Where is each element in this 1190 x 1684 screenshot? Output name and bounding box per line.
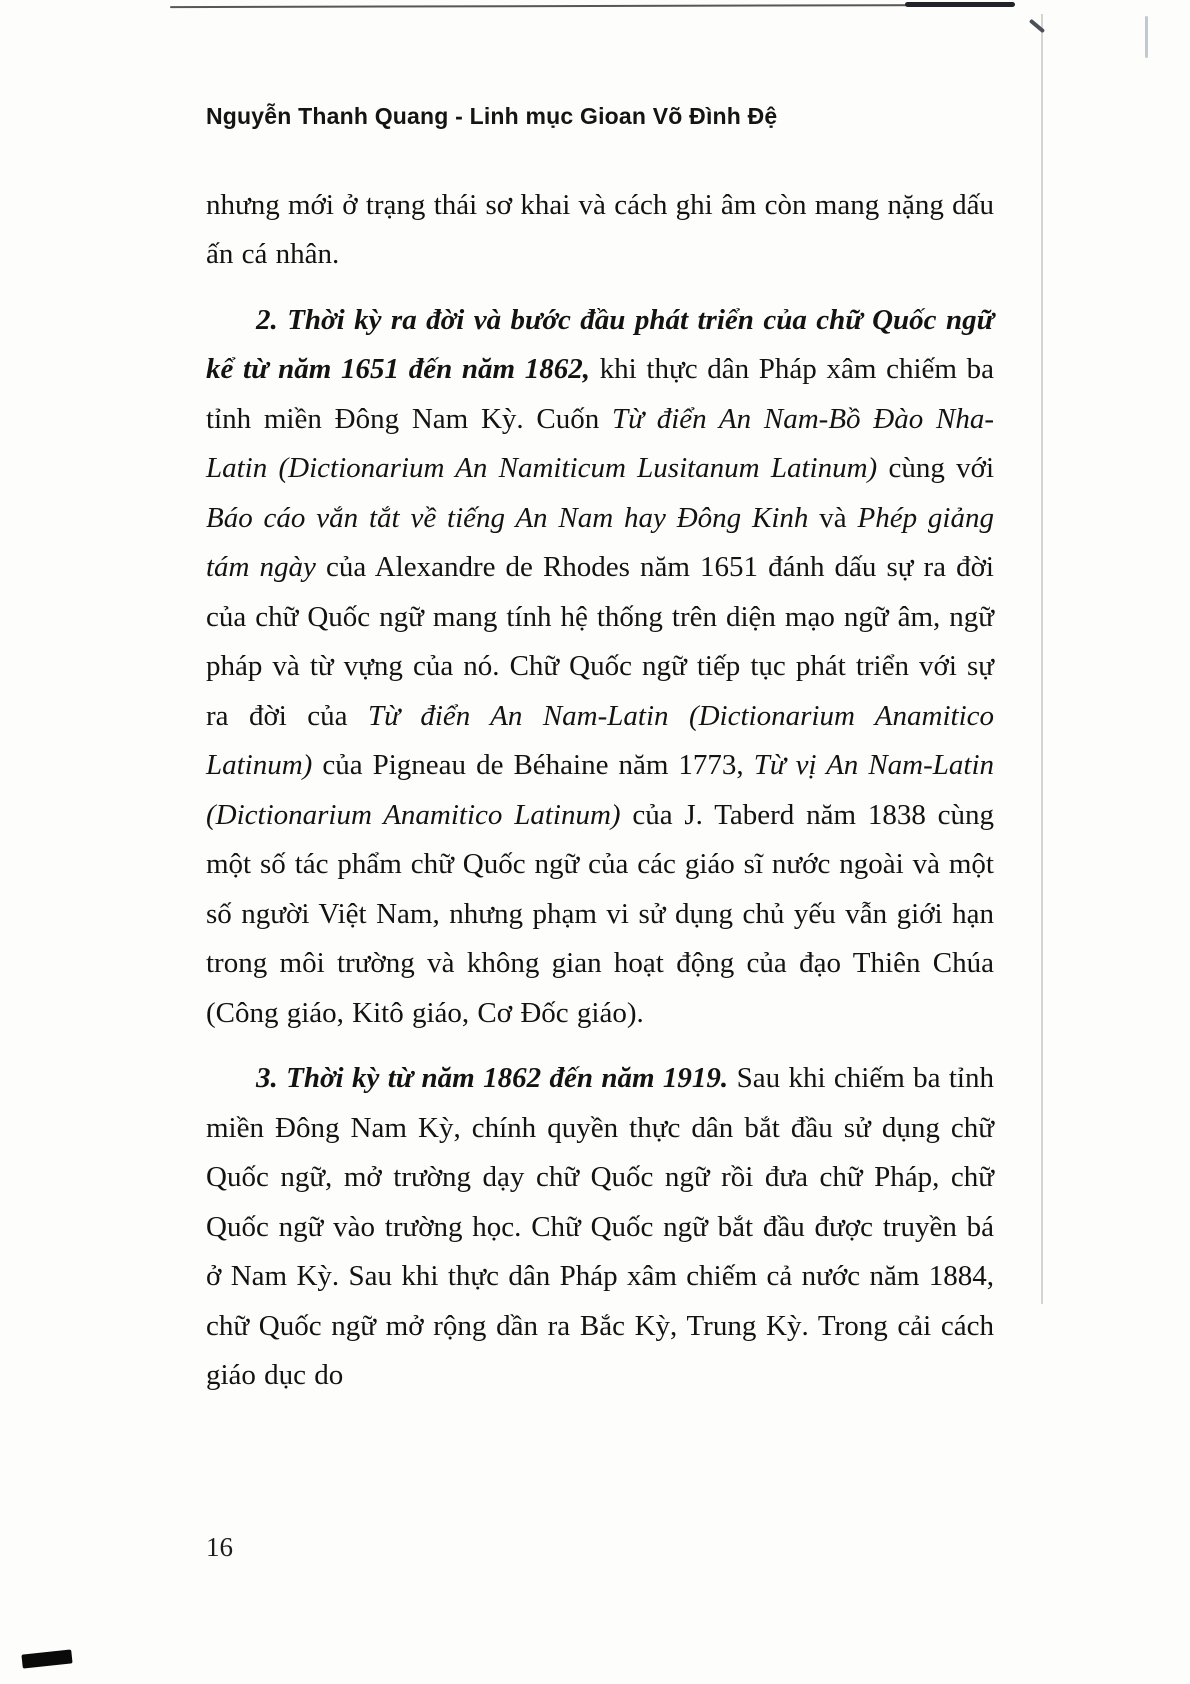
text-segment: cùng với xyxy=(877,452,995,485)
text-segment: Báo cáo vắn tắt về tiếng An Nam hay Đông Kinh xyxy=(206,501,809,534)
text-segment: Sau khi chiếm ba tỉnh miền Đông Nam Kỳ, chính quyền thực dân bắt đầu sử dụng chữ Quốc ngữ, mở trường dạy chữ Quốc ngữ rồi đưa chữ Pháp, chữ Quốc ngữ vào trường học. Chữ Quốc ngữ bắt đầu được truyền bá ở Nam Kỳ. Sau khi thực dân Pháp xâm chiếm cả nước năm 1884, chữ Quốc ngữ mở rộng dần ra Bắc Kỳ, Trung Kỳ. Trong cải cách giáo dục do xyxy=(206,1062,994,1392)
text-segment: của Pigneau de Béhaine năm 1773, xyxy=(312,749,754,782)
text-segment: của Alexandre de Rhodes năm 1651 đánh dấu sự ra đời của chữ Quốc ngữ mang tính hệ thống trên diện mạo ngữ âm, ngữ pháp và từ vựng của nó. Chữ Quốc ngữ tiếp tục phát triển với sự ra đời của xyxy=(206,551,994,732)
scan-bottom-left-mark xyxy=(21,1649,72,1668)
text-segment: nhưng mới ở trạng thái sơ khai và cách ghi âm còn mang nặng dấu ấn cá nhân. xyxy=(206,188,994,271)
text-segment: 3. Thời kỳ từ năm 1862 đến năm 1919. xyxy=(256,1062,729,1095)
text-segment: 2. Thời kỳ ra đời và bước đầu phát triển của chữ Quốc ngữ kể từ năm 1651 đến năm 1862, xyxy=(206,303,994,386)
scan-edge-top-right-segment xyxy=(905,2,1015,7)
text-segment: Từ điển An Nam-Bồ Đào Nha-Latin (Dictionarium An Namiticum Lusitanum Latinum) xyxy=(206,402,995,485)
text-segment: và xyxy=(808,501,858,534)
running-header: Nguyễn Thanh Quang - Linh mục Gioan Võ Đình Đệ xyxy=(206,103,778,129)
paragraph-intro-continuation xyxy=(206,181,994,280)
paragraph-section-3 xyxy=(206,1054,994,1401)
scan-edge-top-line xyxy=(170,4,1010,8)
page-number: 16 xyxy=(206,1532,233,1562)
scan-corner-mark xyxy=(1029,19,1045,34)
paragraph-section-2 xyxy=(206,296,994,1039)
page-content xyxy=(206,102,994,1401)
text-segment: Phép giảng tám ngày xyxy=(206,501,994,584)
scan-edge-right-line xyxy=(1041,14,1043,1304)
text-segment: Từ điển An Nam-Latin (Dictionarium Anamitico Latinum) xyxy=(206,699,994,782)
text-segment: khi thực dân Pháp xâm chiếm ba tỉnh miền Đông Nam Kỳ. Cuốn xyxy=(206,353,994,435)
text-segment: Từ vị An Nam-Latin (Dictionarium Anamitico Latinum) xyxy=(206,749,994,831)
scan-corner-tick xyxy=(1145,16,1148,58)
text-segment: của J. Taberd năm 1838 cùng một số tác phẩm chữ Quốc ngữ của các giáo sĩ nước ngoài và một số người Việt Nam, nhưng phạm vi sử dụng chủ yếu vẫn giới hạn trong môi trường và không gian hoạt động của đạo Thiên Chúa (Công giáo, Kitô giáo, Cơ Đốc giáo). xyxy=(206,798,994,1029)
